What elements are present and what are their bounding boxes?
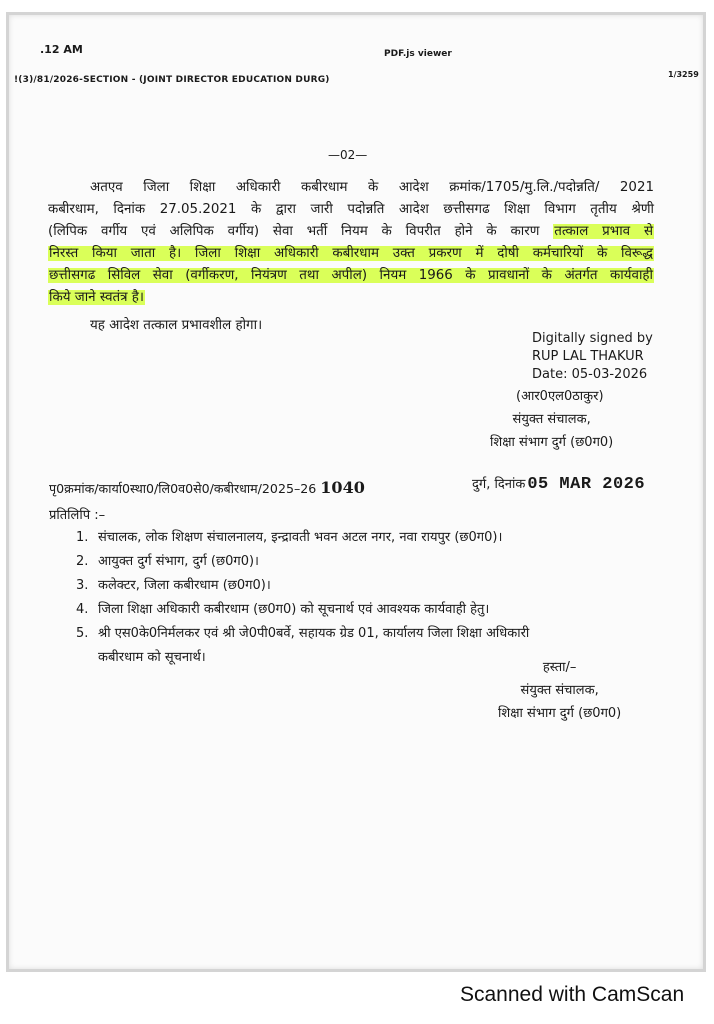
page-number: —02— <box>328 148 368 162</box>
signatory-name-stamp: (आर0एल0ठाकुर) <box>516 389 604 404</box>
body-line-4 <box>48 243 654 265</box>
signature-mark: हस्ता/– <box>542 660 577 675</box>
body-line-5 <box>48 265 654 287</box>
digital-signature <box>532 330 653 384</box>
memo-ref-text: पृ0क्रमांक/कार्या0स्था0/लि0व0से0/कबीरधाम/2025–26 <box>49 481 317 496</box>
closing-designation-office: शिक्षा संभाग दुर्ग (छ0ग0) <box>498 706 622 721</box>
highlighted-text: तत्काल प्रभाव से <box>554 224 653 239</box>
order-body <box>48 177 654 337</box>
closing-designation-title: संयुक्त संचालक, <box>520 683 599 698</box>
date-stamp: 05 MAR 2026 <box>527 475 646 494</box>
signature-date: Date: 05-03-2026 <box>532 367 648 382</box>
header-page-count: 1/3259 <box>668 70 699 79</box>
highlighted-text: किये जाने स्वतंत्र है। <box>49 290 144 305</box>
signature-name: RUP LAL THAKUR <box>532 349 644 364</box>
body-line-3 <box>48 221 654 243</box>
signatory-designation <box>490 408 613 454</box>
list-item: 3. कलेक्टर, जिला कबीरधाम (छ0ग0)। <box>76 578 271 593</box>
closing-signature <box>498 656 621 725</box>
list-item: 1. संचालक, लोक शिक्षण संचालनालय, इन्द्रावती भवन अटल नगर, नवा रायपुर (छ0ग0)। <box>76 530 503 545</box>
header-reference: !(3)/81/2026-SECTION - (JOINT DIRECTOR EDUCATION DURG) <box>14 75 330 85</box>
header-time: .12 AM <box>40 43 83 56</box>
signature-line-1: Digitally signed by <box>532 331 653 346</box>
body-line-1: अतएव जिला शिक्षा अधिकारी कबीरधाम के आदेश क्रमांक/1705/मु.लि./पदोन्नति/ 2021 <box>90 180 654 195</box>
highlighted-text: छत्तीसगढ सिविल सेवा (वर्गीकरण, नियंत्रण तथा अपील) नियम 1966 के प्रावधानों के अंतर्गत कार्यवाही <box>49 268 653 283</box>
designation-office: शिक्षा संभाग दुर्ग (छ0ग0) <box>490 435 614 450</box>
list-item: 4. जिला शिक्षा अधिकारी कबीरधाम (छ0ग0) को सूचनार्थ एवं आवश्यक कार्यवाही हेतु। <box>76 602 490 617</box>
scanner-watermark: Scanned with CamScan <box>460 983 685 1006</box>
effective-line: यह आदेश तत्काल प्रभावशील होगा। <box>90 318 263 333</box>
body-line-6 <box>48 287 654 309</box>
date-label: दुर्ग, दिनांक <box>472 477 526 492</box>
body-line-2: कबीरधाम, दिनांक 27.05.2021 के द्वारा जारी पदोन्नति आदेश छत्तीसगढ शिक्षा विभाग तृतीय श्रेणी <box>48 202 654 217</box>
highlighted-text: निरस्त किया जाता है। जिला शिक्षा अधिकारी कबीरधाम उक्त प्रकरण में दोषी कर्मचारियों के विरूद्ध <box>49 246 653 261</box>
body-line-3-text: (लिपिक वर्गीय एवं अलिपिक वर्गीय) सेवा भर्ती नियम के विपरीत होने के कारण <box>48 224 540 239</box>
memo-reference <box>49 478 365 497</box>
copy-to-list <box>76 526 529 670</box>
memo-date <box>472 474 645 494</box>
list-item: 5. श्री एस0के0निर्मलकर एवं श्री जे0पी0बर्वे, सहायक ग्रेड 01, कार्यालय जिला शिक्षा अधिकारी कबीरधाम को सूचनार्थ। <box>76 626 530 665</box>
header-app-name: PDF.js viewer <box>384 49 452 59</box>
memo-handwritten-number: 1040 <box>320 478 365 497</box>
list-item: 2. आयुक्त दुर्ग संभाग, दुर्ग (छ0ग0)। <box>76 554 259 569</box>
designation-title: संयुक्त संचालक, <box>512 412 591 427</box>
copy-to-title: प्रतिलिपि :– <box>49 508 106 523</box>
